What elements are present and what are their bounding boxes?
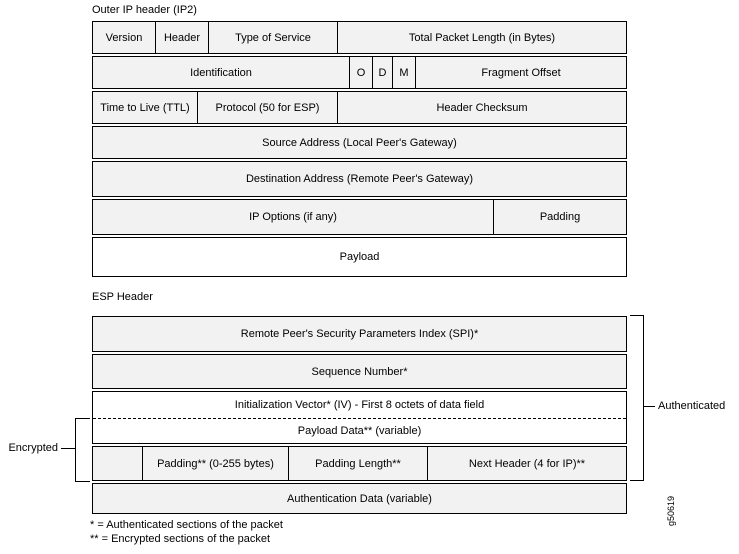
cell-ttl: Time to Live (TTL) <box>93 92 198 123</box>
outer-row-3 <box>92 91 627 124</box>
cell-destination-address: Destination Address (Remote Peer's Gateway) <box>245 173 474 185</box>
esp-row-iv-payload <box>92 391 627 444</box>
figure-id: g50619 <box>666 495 676 526</box>
outer-row-4 <box>92 126 627 159</box>
authenticated-label: Authenticated <box>658 400 726 412</box>
encrypted-label: Encrypted <box>8 442 58 454</box>
cell-flag-o: O <box>350 57 373 88</box>
cell-esp-empty <box>93 447 143 480</box>
esp-row-spi <box>92 316 627 352</box>
outer-row-7 <box>92 237 627 277</box>
cell-total-packet-length: Total Packet Length (in Bytes) <box>408 31 556 44</box>
outer-row-6 <box>92 199 627 235</box>
cell-ip-padding: Padding <box>539 211 581 223</box>
cell-header-checksum: Header Checksum <box>436 101 528 114</box>
esp-row-sequence <box>92 354 627 389</box>
cell-authentication-data: Authentication Data (variable) <box>287 492 432 505</box>
cell-next-header: Next Header (4 for IP)** <box>468 457 586 470</box>
cell-version: Version <box>93 22 156 53</box>
cell-type-of-service: Type of Service <box>209 22 338 53</box>
outer-row-2 <box>92 56 627 89</box>
authenticated-bracket <box>630 315 644 481</box>
cell-ip-options: IP Options (if any) <box>93 200 494 234</box>
footnotes <box>90 518 283 546</box>
cell-identification: Identification <box>93 57 350 88</box>
esp-row-auth-data <box>92 483 627 514</box>
outer-ip-header-title: Outer IP header (IP2) <box>92 4 197 16</box>
esp-row-padding <box>92 446 627 481</box>
cell-fragment-offset: Fragment Offset <box>481 66 561 79</box>
footnote-encrypted: ** = Encrypted sections of the packet <box>90 533 271 545</box>
iv-payload-group <box>93 392 626 443</box>
cell-payload-data: Payload Data** (variable) <box>297 425 422 437</box>
cell-sequence-number: Sequence Number* <box>311 365 408 378</box>
cell-initialization-vector: Initialization Vector* (IV) - First 8 octets of data field <box>93 392 626 419</box>
cell-spi: Remote Peer's Security Parameters Index (SPI)* <box>240 328 479 340</box>
authenticated-connector-line <box>644 406 655 407</box>
encrypted-bracket <box>75 418 90 482</box>
esp-header-title: ESP Header <box>92 291 153 303</box>
cell-esp-padding: Padding** (0-255 bytes) <box>143 447 289 480</box>
cell-padding-length: Padding Length** <box>289 447 428 480</box>
footnote-authenticated: * = Authenticated sections of the packet <box>90 519 283 531</box>
encrypted-connector-line <box>61 448 75 449</box>
cell-flag-d: D <box>373 57 393 88</box>
cell-source-address: Source Address (Local Peer's Gateway) <box>262 136 457 149</box>
cell-payload: Payload <box>339 251 380 263</box>
cell-header: Header <box>156 22 209 53</box>
cell-flag-m: M <box>393 57 416 88</box>
outer-row-1 <box>92 21 627 54</box>
cell-protocol: Protocol (50 for ESP) <box>198 92 338 123</box>
outer-row-5 <box>92 161 627 197</box>
